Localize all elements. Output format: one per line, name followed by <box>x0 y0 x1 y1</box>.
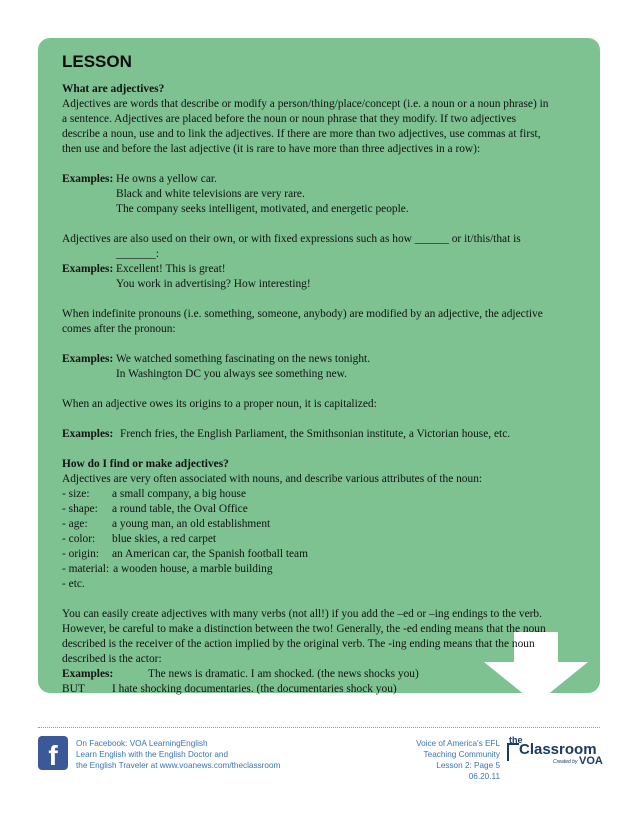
example-line: In Washington DC you always see something new. <box>116 368 347 380</box>
examples-label: Examples: <box>62 173 114 185</box>
footer-line: 06.20.11 <box>468 772 500 781</box>
paragraph-proper: When an adjective owes its origins to a proper noun, it is capitalized: <box>62 398 377 410</box>
example-line: We watched something fascinating on the news tonight. <box>116 353 371 365</box>
list-item <box>62 502 552 517</box>
example-line: You work in advertising? How interesting! <box>116 278 311 290</box>
list-item <box>62 532 552 547</box>
examples-block <box>62 352 552 367</box>
but-row <box>62 682 552 697</box>
paragraph-verbs: You can easily create adjectives with many verbs (not all!) if you add the –ed or –ing endings to the verb. However, be careful to make a distinction between the two! Generally, the -ed ending means that the noun described is the receiver of the action implied by the original verb. The -ing ending means that the noun described is the actor: <box>62 608 546 665</box>
list-item <box>62 577 552 592</box>
attribute-label: - material: <box>62 563 110 575</box>
examples-block <box>62 427 552 442</box>
footer-right <box>370 738 500 782</box>
example-line: I hate shocking documentaries. (the documentaries shock you) <box>112 683 397 695</box>
intro-paragraph: Adjectives are words that describe or modify a person/thing/place/concept (i.e. a noun or a noun phrase) in a sentence. Adjectives are placed before the noun or noun phrase that they modify. If two adjectives describe a noun, use and to link the adjectives. If there are more than two adjectives, use commas at first, then use and before the last adjective (it is rare to have more than three adjectives in a row): <box>62 98 549 155</box>
attribute-value: a round table, the Oval Office <box>112 503 248 515</box>
attribute-label: - shape: <box>62 503 98 515</box>
list-item <box>62 562 552 577</box>
attribute-value: a small company, a big house <box>112 488 247 500</box>
logo-frame <box>507 743 519 761</box>
logo-main: Classroom <box>519 741 597 758</box>
examples-block <box>62 262 552 277</box>
question-heading: What are adjectives? <box>62 83 165 95</box>
examples-label: Examples: <box>62 428 114 440</box>
footer-line[interactable]: On Facebook: VOA LearningEnglish <box>76 739 208 748</box>
facebook-icon[interactable] <box>38 736 68 770</box>
footer-divider <box>38 727 600 728</box>
attribute-list <box>62 487 552 592</box>
attribute-label: - etc. <box>62 578 85 590</box>
attribute-label: - size: <box>62 488 90 500</box>
logo-the: the <box>509 735 523 745</box>
attribute-label: - origin: <box>62 548 100 560</box>
footer-line: Voice of America's EFL <box>416 739 500 748</box>
but-label: BUT <box>62 683 85 695</box>
example-line: Excellent! This is great! <box>116 263 226 275</box>
example-line: He owns a yellow car. <box>116 173 217 185</box>
attribute-label: - age: <box>62 518 88 530</box>
example-line: The company seeks intelligent, motivated, and energetic people. <box>116 203 409 215</box>
paragraph-indefinite: When indefinite pronouns (i.e. something, someone, anybody) are modified by an adjective, the adjective comes after the pronoun: <box>62 308 543 335</box>
blank-line: _______: <box>116 248 160 260</box>
list-item <box>62 487 552 502</box>
footer-line: Learn English with the English Doctor and <box>76 750 229 759</box>
examples-label: Examples: <box>62 263 114 275</box>
attribute-label: - color: <box>62 533 96 545</box>
example-line: Black and white televisions are very rare. <box>116 188 305 200</box>
paragraph-own: Adjectives are also used on their own, or with fixed expressions such as how ______ or it/this/that is <box>62 233 521 245</box>
list-item <box>62 547 552 562</box>
lesson-content <box>62 52 552 697</box>
classroom-logo <box>507 735 603 769</box>
logo-voa: VOA <box>579 755 603 767</box>
footer-left <box>76 738 376 771</box>
footer-line[interactable]: the English Traveler at www.voanews.com/theclassroom <box>76 761 281 770</box>
examples-label: Examples: <box>62 668 114 680</box>
examples-label: Examples: <box>62 353 114 365</box>
footer-line: Teaching Community <box>423 750 500 759</box>
attribute-value: an American car, the Spanish football team <box>112 548 308 560</box>
logo-sub: Created by <box>553 759 578 765</box>
example-line: French fries, the English Parliament, the Smithsonian institute, a Victorian house, etc. <box>120 428 511 440</box>
attribute-value: a wooden house, a marble building <box>113 563 273 575</box>
examples-block <box>62 667 552 682</box>
footer-line: Lesson 2: Page 5 <box>436 761 500 770</box>
examples-block <box>62 172 552 187</box>
paragraph-attributes: Adjectives are very often associated with nouns, and describe various attributes of the noun: <box>62 473 483 485</box>
example-line: The news is dramatic. I am shocked. (the news shocks you) <box>148 668 419 680</box>
list-item <box>62 517 552 532</box>
attribute-value: blue skies, a red carpet <box>112 533 217 545</box>
question-heading: How do I find or make adjectives? <box>62 458 229 470</box>
lesson-title: LESSON <box>62 52 132 71</box>
facebook-letter: f <box>48 740 58 770</box>
attribute-value: a young man, an old establishment <box>112 518 271 530</box>
